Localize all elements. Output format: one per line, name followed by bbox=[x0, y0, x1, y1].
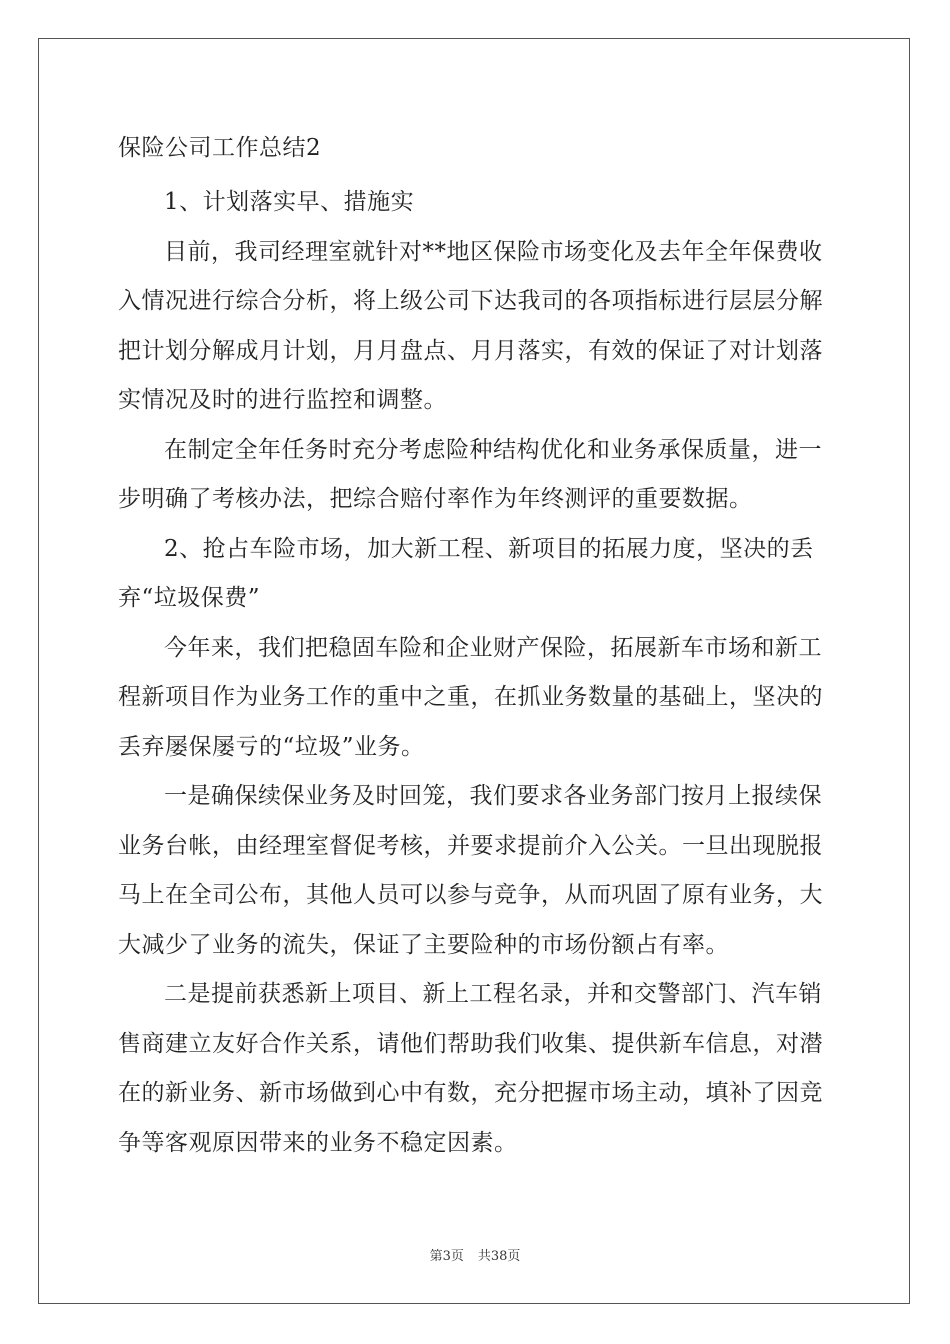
paragraph-line: 步明确了考核办法，把综合赔付率作为年终测评的重要数据。 bbox=[118, 486, 753, 512]
page-footer bbox=[0, 1245, 950, 1264]
paragraph-tasks bbox=[118, 426, 832, 525]
paragraph-line: 实情况及时的进行监控和调整。 bbox=[118, 387, 447, 413]
paragraph-line: 一是确保续保业务及时回笼，我们要求各业务部门按月上报续保 bbox=[164, 783, 822, 809]
paragraph-line: 二是提前获悉新上项目、新上工程名录，并和交警部门、汽车销 bbox=[164, 981, 822, 1007]
paragraph-line: 丢弃屡保屡亏的“垃圾”业务。 bbox=[118, 733, 425, 760]
paragraph-car-insurance bbox=[118, 525, 832, 624]
page-number: 第3页 bbox=[429, 1249, 464, 1264]
paragraph-new-projects bbox=[118, 970, 832, 1168]
paragraph-line: 在制定全年任务时充分考虑险种结构优化和业务承保质量，进一 bbox=[164, 436, 822, 463]
paragraph-line: 2、抢占车险市场，加大新工程、新项目的拓展力度，坚决的丢 bbox=[164, 535, 814, 562]
paragraph-line: 1、计划落实早、措施实 bbox=[164, 189, 415, 215]
paragraph-analysis bbox=[118, 228, 832, 426]
paragraph-line: 程新项目作为业务工作的重中之重，在抓业务数量的基础上，坚决的 bbox=[118, 684, 823, 710]
paragraph-line: 今年来，我们把稳固车险和企业财产保险，拓展新车市场和新工 bbox=[164, 634, 822, 661]
paragraph-line: 争等客观原因带来的业务不稳定因素。 bbox=[118, 1129, 518, 1156]
paragraph-line: 业务台帐，由经理室督促考核，并要求提前介入公关。一旦出现脱报 bbox=[118, 832, 823, 859]
paragraph-this-year bbox=[118, 624, 832, 773]
paragraph-line: 入情况进行综合分析，将上级公司下达我司的各项指标进行层层分解 bbox=[118, 288, 823, 314]
paragraph-line: 马上在全司公布，其他人员可以参与竞争，从而巩固了原有业务，大 bbox=[118, 882, 823, 908]
document-body bbox=[118, 128, 832, 1168]
paragraph-plan bbox=[118, 178, 832, 228]
paragraph-line: 把计划分解成月计划，月月盘点、月月落实，有效的保证了对计划落 bbox=[118, 337, 823, 364]
page-total: 共38页 bbox=[477, 1249, 521, 1264]
paragraph-renewal bbox=[118, 772, 832, 970]
paragraph-line: 目前，我司经理室就针对**地区保险市场变化及去年全年保费收 bbox=[164, 238, 823, 265]
paragraph-line: 弃“垃圾保费” bbox=[118, 585, 261, 611]
paragraph-line: 售商建立友好合作关系，请他们帮助我们收集、提供新车信息，对潜 bbox=[118, 1030, 823, 1057]
paragraph-line: 大减少了业务的流失，保证了主要险种的市场份额占有率。 bbox=[118, 931, 729, 958]
document-title: 保险公司工作总结2 bbox=[118, 135, 322, 161]
paragraph-line: 在的新业务、新市场做到心中有数，充分把握市场主动，填补了因竞 bbox=[118, 1080, 823, 1106]
